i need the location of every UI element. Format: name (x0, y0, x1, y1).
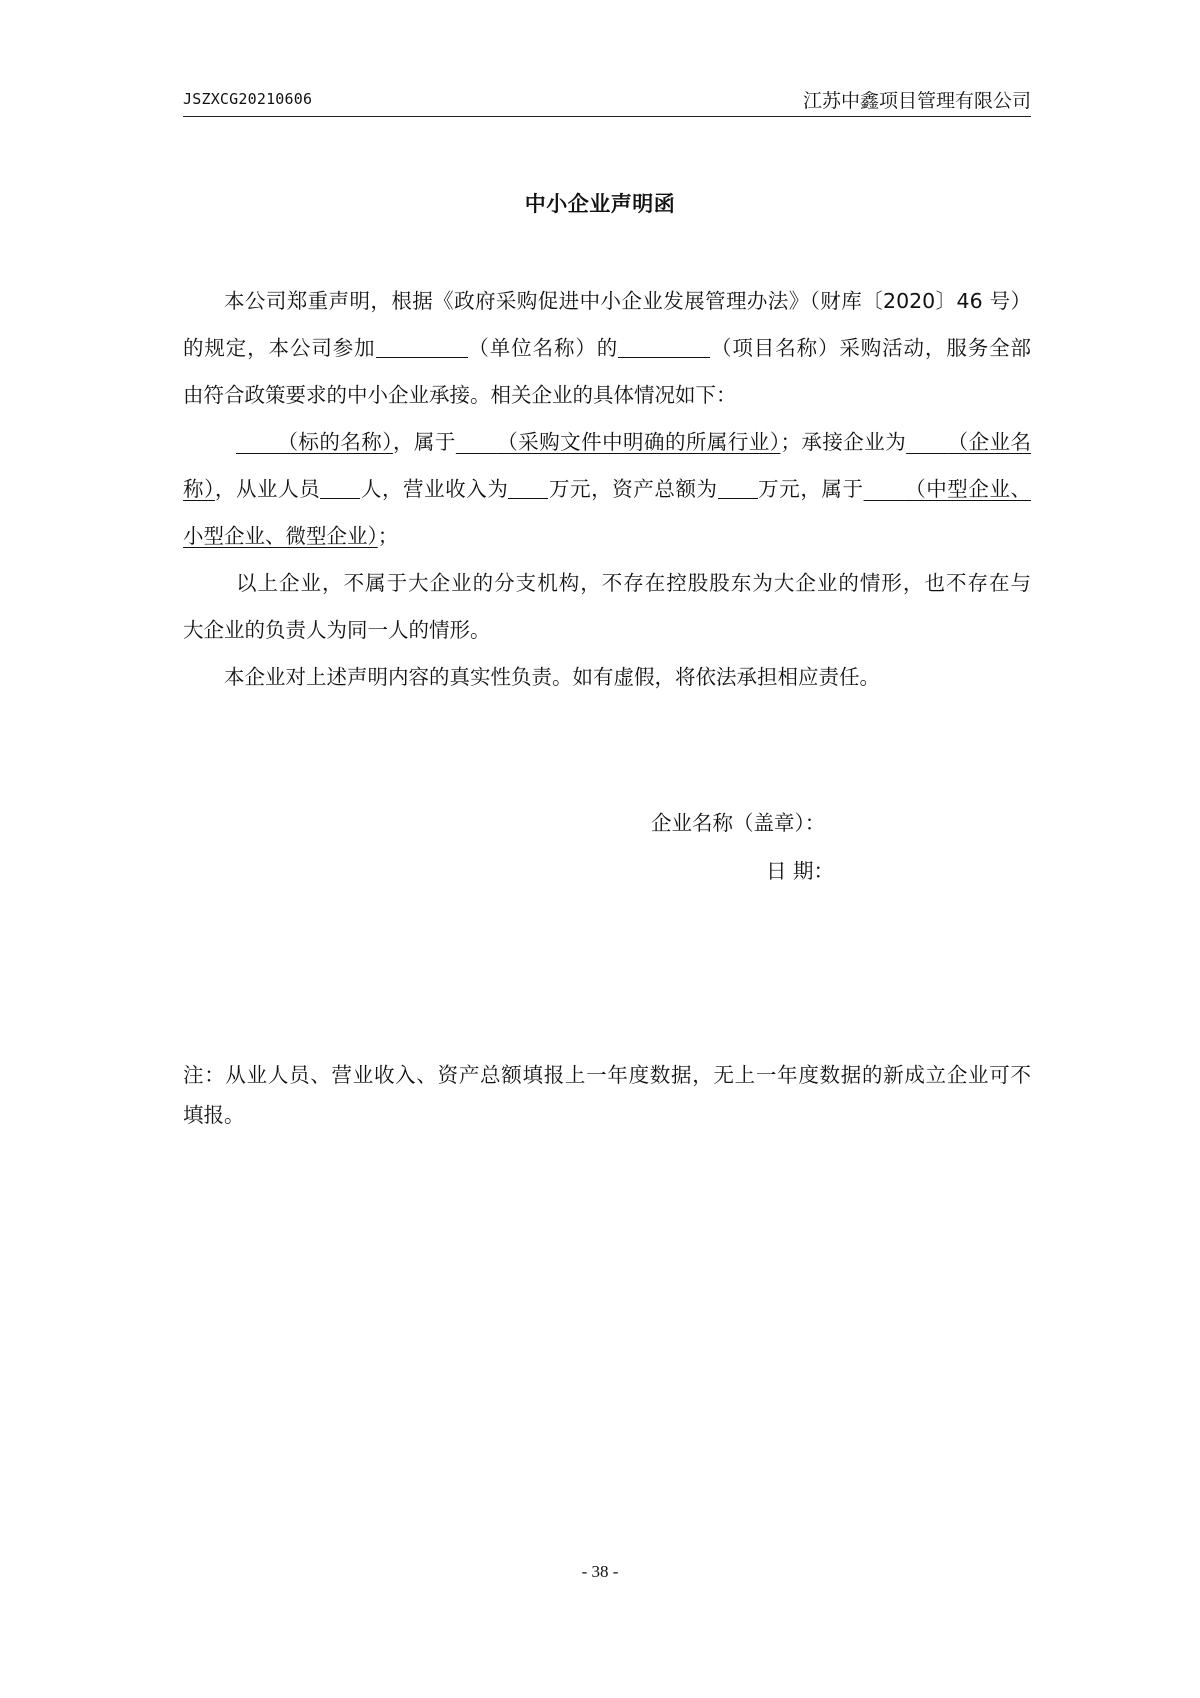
enterprise-size-label-a: （中型企业、 (904, 477, 1032, 501)
company-name-label-b[interactable]: 称） (183, 477, 215, 501)
para1-line2 (183, 325, 1031, 372)
staff-blank[interactable] (320, 476, 360, 499)
para2-line1 (183, 419, 1031, 466)
header-company-name: 江苏中鑫项目管理有限公司 (802, 90, 1031, 112)
project-name-blank[interactable] (618, 335, 710, 358)
subject-label: （标的名称） (277, 430, 393, 454)
note-line1: 注：从业人员、营业收入、资产总额填报上一年度数据，无上一年度数据的新成立企业可不 (183, 1063, 1031, 1087)
para1-line1: 本公司郑重声明，根据《政府采购促进中小企业发展管理办法》（财库〔2020〕46 号） (224, 289, 1031, 313)
enterprise-size-label-b[interactable]: 小型企业、微型企业） (183, 524, 378, 548)
para3-line1: 以上企业，不属于大企业的分支机构，不存在控股股东为大企业的情形，也不存在与 (236, 571, 1031, 595)
para1-text-c: （项目名称）采购活动，服务全部 (710, 336, 1031, 360)
declaration-body (183, 278, 1031, 701)
para4: 本企业对上述声明内容的真实性负责。如有虚假，将依法承担相应责任。 (224, 665, 880, 689)
page-number: - 38 - (581, 1562, 619, 1581)
enterprise-size-field[interactable] (864, 477, 1031, 501)
para2-line2 (183, 466, 1031, 513)
belongs-text: ，属于 (392, 430, 456, 454)
company-name-field[interactable] (906, 430, 1031, 454)
staff-text: ，从业人员 (214, 477, 321, 501)
footnote (183, 1055, 1031, 1135)
staff-unit-text: 人，营业收入为 (360, 477, 509, 501)
contractor-text: ；承接企业为 (780, 430, 907, 454)
para2-end: ； (377, 524, 399, 548)
revenue-unit-text: 万元，资产总额为 (548, 477, 718, 501)
industry-field[interactable] (456, 430, 781, 454)
company-name-label-a: （企业名 (947, 430, 1032, 454)
para1-text-a: 的规定，本公司参加 (183, 336, 376, 360)
date-label: 日 期： (766, 859, 835, 883)
company-seal-label: 企业名称（盖章）： (651, 811, 826, 835)
para2-line3 (183, 513, 1031, 560)
para1-text-b: （单位名称）的 (467, 336, 619, 360)
industry-label: （采购文件中明确的所属行业） (496, 430, 781, 454)
para3-line2: 大企业的负责人为同一人的情形。 (183, 618, 491, 642)
page-title: 中小企业声明函 (524, 192, 676, 216)
document-code: JSZXCG20210606 (183, 90, 313, 108)
assets-unit-text: 万元，属于 (757, 477, 864, 501)
unit-name-blank[interactable] (376, 335, 468, 358)
note-line2: 填报。 (183, 1103, 245, 1127)
para1-line3: 由符合政策要求的中小企业承接。相关企业的具体情况如下： (183, 383, 737, 407)
revenue-blank[interactable] (508, 476, 548, 499)
subject-field[interactable] (236, 430, 393, 454)
assets-blank[interactable] (718, 476, 758, 499)
page-header (183, 86, 1031, 117)
